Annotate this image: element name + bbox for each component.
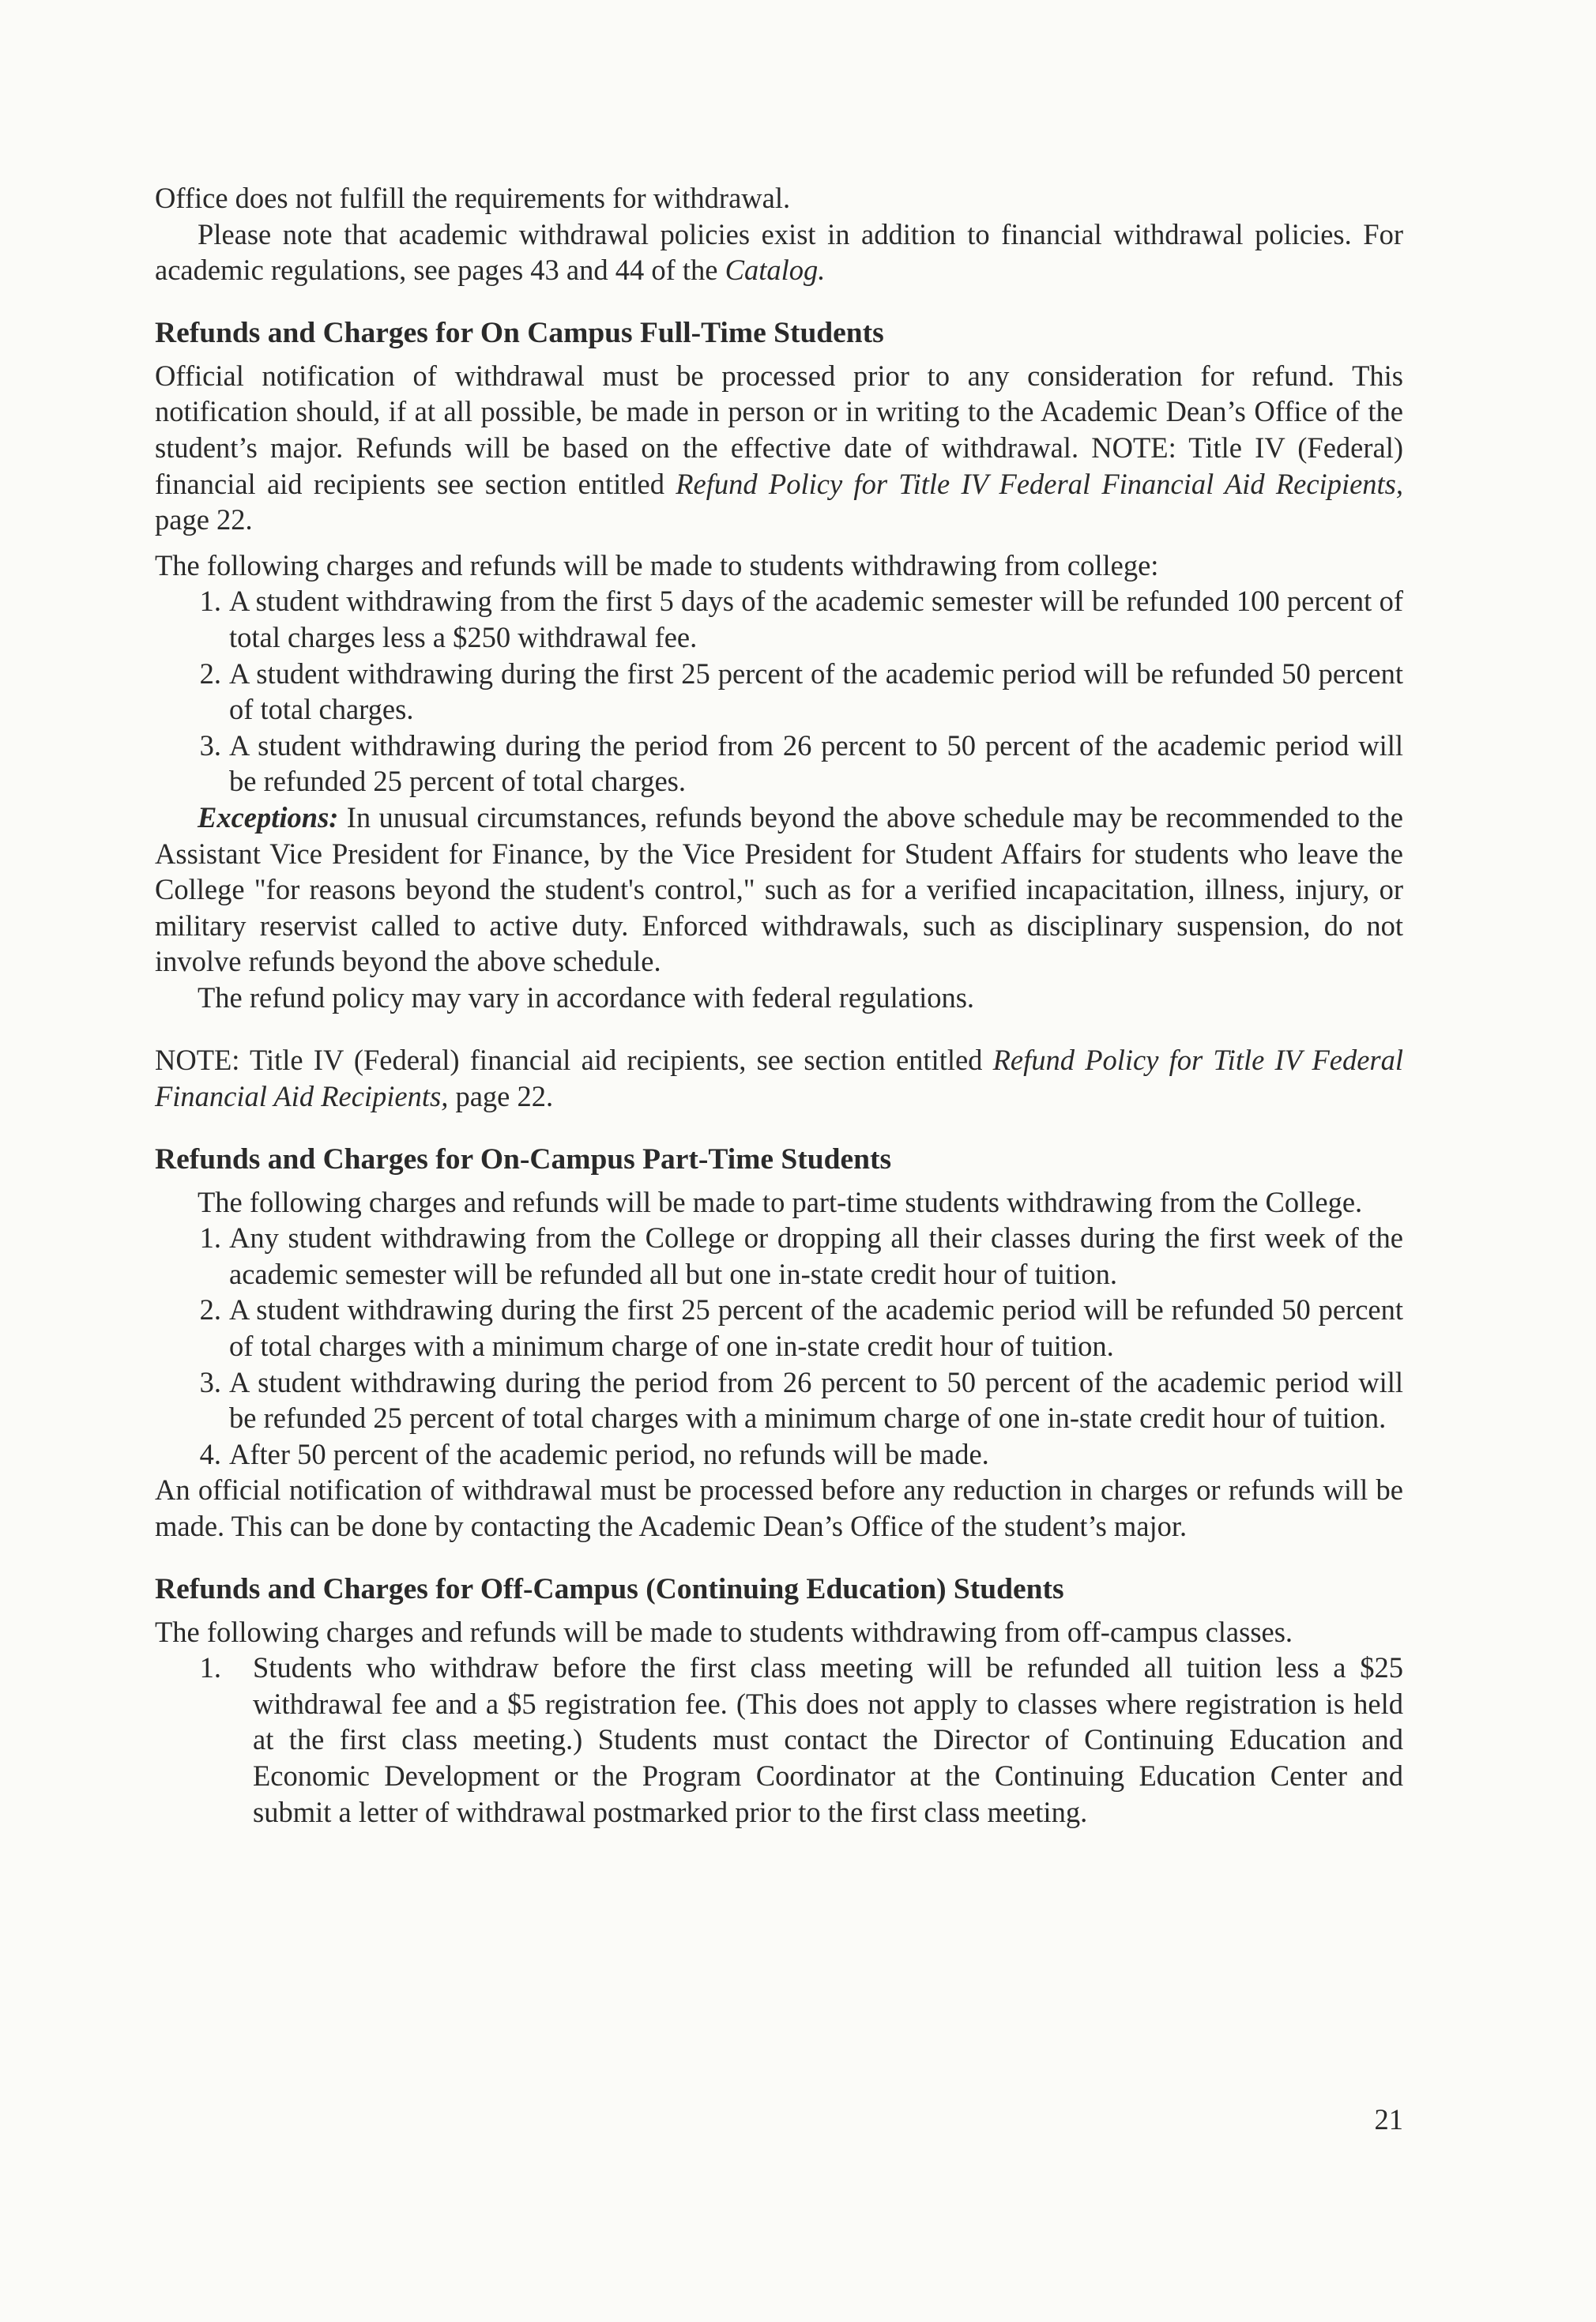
list-item bbox=[155, 728, 1403, 800]
list-item-number: 3. bbox=[199, 728, 221, 762]
notification-text: Official notification of withdrawal must be processed prior to any consideration for refund. This notification should, if at all possible, be made in person or in writing to the Academic Dean’s Office of the student’s major. Refunds will be based on the effective date of withdrawal. NOTE: Title IV (Federal) financial aid recipients see section entitled bbox=[155, 359, 1403, 500]
page-body bbox=[155, 180, 1403, 1830]
page-reference: page 22. bbox=[448, 1080, 554, 1113]
list-item-number: 2. bbox=[199, 657, 221, 690]
off-campus-intro: The following charges and refunds will be made to students withdrawing from off-campus classes. bbox=[155, 1615, 1293, 1648]
list-item-number: 1. bbox=[199, 585, 221, 618]
list-item-text: A student withdrawing during the period from 26 percent to 50 percent of the academic period will be refunded 25 percent of total charges with a minimum charge of one in-state credit hour of tuition. bbox=[229, 1365, 1403, 1435]
exceptions-text: In unusual circumstances, refunds beyond the above schedule may be recommended to the Assistant Vice President for Finance, by the Vice President for Student Affairs for students who leave the College "for reasons beyond the student's control," such as for a verified incapacitation, illness, injury, or military reservist called to active duty. Enforced withdrawals, such as disciplinary suspension, do not involve refunds beyond the above schedule. bbox=[155, 800, 1403, 978]
note-text: NOTE: Title IV (Federal) financial aid recipients, see section entitled bbox=[155, 1044, 993, 1077]
full-time-refund-list bbox=[155, 583, 1403, 800]
page-reference: page 22. bbox=[155, 503, 253, 536]
refund-policy-reference: Refund Policy for Title IV Federal Financial Aid Recipients, bbox=[676, 467, 1403, 500]
list-item-number: 1. bbox=[199, 1651, 221, 1684]
list-item-text: After 50 percent of the academic period, no refunds will be made. bbox=[229, 1437, 989, 1470]
exceptions-label: Exceptions: bbox=[198, 800, 339, 834]
list-item-text: Students who withdraw before the first class meeting will be refunded all tuition less a $25 withdrawal fee and a $5 registration fee. (This does not apply to classes where registration is held at the first class meeting.) Students must contact the Director of Continuing Education and Economic Development or the Program Coordinator at the Continuing Education Center and submit a letter of withdrawal postmarked prior to the first class meeting. bbox=[253, 1651, 1403, 1828]
list-item-text: A student withdrawing during the period from 26 percent to 50 percent of the academic period will be refunded 25 percent of total charges. bbox=[229, 728, 1403, 798]
list-item-number: 2. bbox=[199, 1293, 221, 1327]
intro-paragraph-1: Office does not fulfill the requirements for withdrawal. bbox=[155, 182, 791, 214]
list-item-number: 1. bbox=[199, 1221, 221, 1255]
page-number: 21 bbox=[1374, 2103, 1403, 2136]
intro-paragraph-2-text: Please note that academic withdrawal policies exist in addition to financial withdrawal policies. For academic regulations, see pages 43 and 44 of the bbox=[155, 217, 1403, 287]
section-heading-off-campus: Refunds and Charges for Off-Campus (Continuing Education) Students bbox=[155, 1572, 1064, 1605]
federal-regulations-paragraph: The refund policy may vary in accordance with federal regulations. bbox=[198, 980, 975, 1014]
section-heading-part-time: Refunds and Charges for On-Campus Part-Time Students bbox=[155, 1142, 892, 1176]
title-iv-note bbox=[155, 1042, 1403, 1114]
list-item bbox=[155, 583, 1403, 655]
list-item-text: A student withdrawing during the first 25 percent of the academic period will be refunded 50 percent of total charges. bbox=[229, 657, 1403, 726]
intro-paragraph-2 bbox=[155, 216, 1403, 288]
list-item bbox=[155, 1364, 1403, 1436]
full-time-list-intro: The following charges and refunds will be made to students withdrawing from college: bbox=[155, 548, 1159, 581]
list-item-text: Any student withdrawing from the College or dropping all their classes during the first week of the academic semester will be refunded all but one in-state credit hour of tuition. bbox=[229, 1221, 1403, 1290]
section-heading-full-time: Refunds and Charges for On Campus Full-Time Students bbox=[155, 316, 884, 349]
refund-policy-reference: Refund Policy for Title IV Federal Financial Aid Recipients, bbox=[155, 1044, 1403, 1113]
part-time-intro: The following charges and refunds will be made to part-time students withdrawing from the College. bbox=[198, 1185, 1363, 1218]
part-time-refund-list bbox=[155, 1220, 1403, 1472]
list-item bbox=[155, 1650, 1403, 1830]
list-item-number: 4. bbox=[199, 1437, 221, 1470]
list-item bbox=[155, 656, 1403, 728]
list-item-number: 3. bbox=[199, 1365, 221, 1398]
full-time-notification-paragraph bbox=[155, 358, 1403, 538]
list-item-text: A student withdrawing during the first 25 percent of the academic period will be refunded 50 percent of total charges with a minimum charge of one in-state credit hour of tuition. bbox=[229, 1293, 1403, 1363]
list-item bbox=[155, 1220, 1403, 1292]
list-item bbox=[155, 1292, 1403, 1364]
part-time-closing: An official notification of withdrawal must be processed before any reduction in charges or refunds will be made. This can be done by contacting the Academic Dean’s Office of the student’s major. bbox=[155, 1473, 1403, 1542]
catalog-title: Catalog. bbox=[725, 254, 826, 287]
list-item-text: A student withdrawing from the first 5 days of the academic semester will be refunded 100 percent of total charges less a $250 withdrawal fee. bbox=[229, 585, 1403, 653]
exceptions-paragraph bbox=[155, 800, 1403, 980]
list-item bbox=[155, 1436, 1403, 1473]
off-campus-refund-list bbox=[155, 1650, 1403, 1830]
